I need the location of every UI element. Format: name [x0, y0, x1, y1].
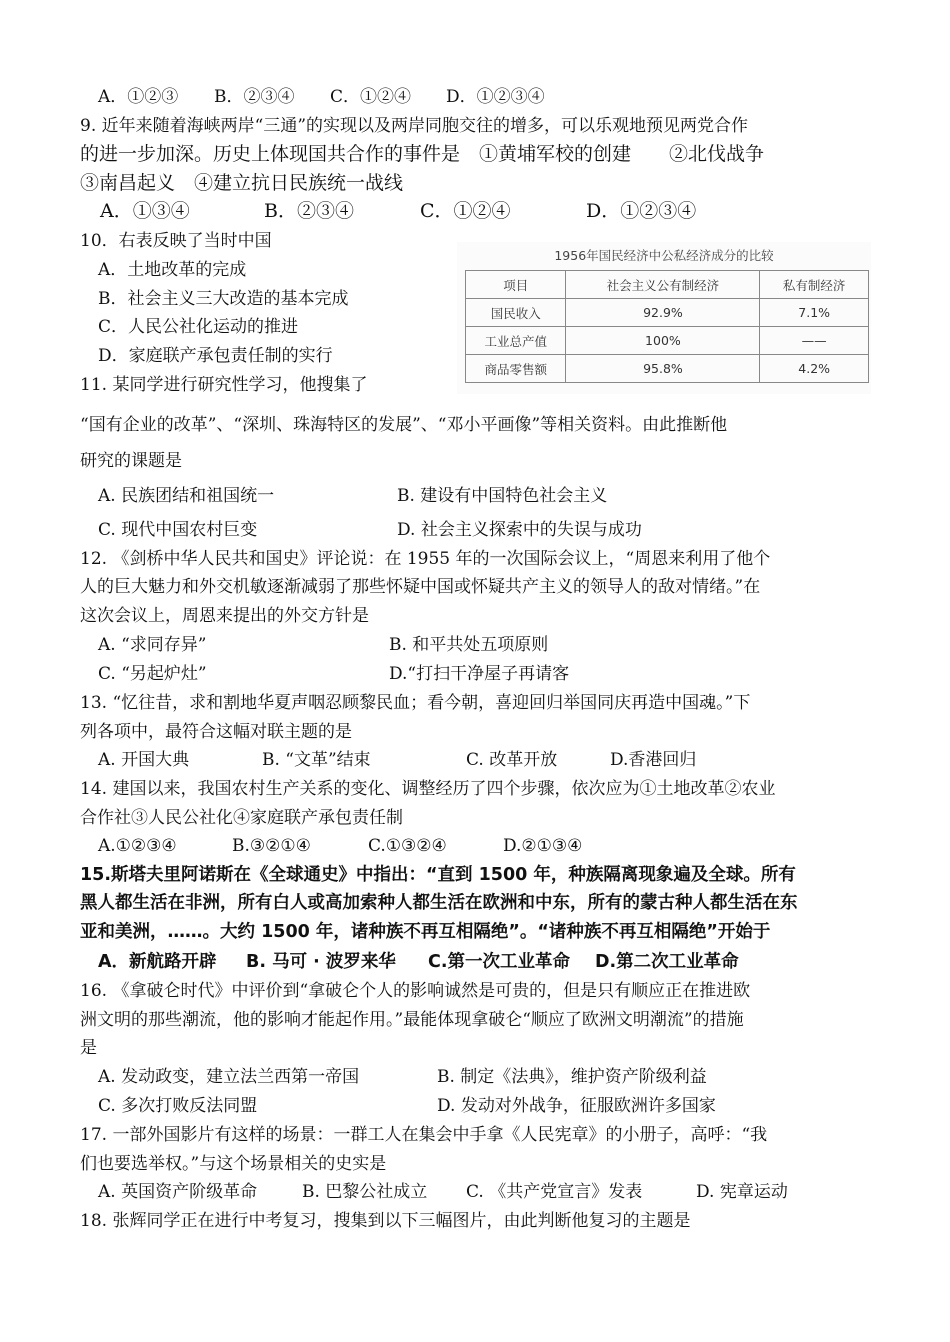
economy-comparison-table — [465, 270, 869, 383]
question-16-stem-line: 洲文明的那些潮流，他的影响才能起作用。”最能体现拿破仑“顺应了欧洲文明潮流”的措施 — [80, 1010, 744, 1030]
option-b: B. “文革”结束 — [262, 750, 371, 770]
question-10-stem: 10．右表反映了当时中国 — [80, 231, 272, 251]
option-c: C. “另起炉灶” — [98, 664, 207, 684]
question-12-stem-line: 人的巨大魅力和外交机敏逐渐减弱了那些怀疑中国或怀疑共产主义的领导人的敌对情绪。”在 — [80, 577, 761, 597]
table-row — [466, 327, 869, 355]
option-a: A．①③④ — [100, 200, 190, 222]
question-12-stem-line: 12. 《剑桥中华人民共和国史》评论说：在 1955 年的一次国际会议上，“周恩来利用了他个 — [80, 549, 771, 569]
question-17-stem-line: 17. 一部外国影片有这样的场景：一群工人在集会中手拿《人民宪章》的小册子，高呼：“我 — [80, 1125, 768, 1145]
table-cell: 工业总产值 — [466, 327, 566, 355]
option-b: B. 制定《法典》，维护资产阶级利益 — [437, 1067, 707, 1087]
option-a: A．①②③ — [98, 87, 179, 107]
option-d: D．家庭联产承包责任制的实行 — [98, 346, 333, 366]
table-cell: 7.1% — [760, 299, 869, 327]
table-header-cell: 私有制经济 — [760, 271, 869, 299]
table-cell: 100% — [566, 327, 760, 355]
option-a: A. 英国资产阶级革命 — [98, 1182, 258, 1202]
option-a: A.①②③④ — [98, 836, 177, 856]
table-cell: 95.8% — [566, 355, 760, 383]
option-d: D. 发动对外战争，征服欧洲许多国家 — [437, 1096, 716, 1116]
table-row — [466, 299, 869, 327]
option-b: B. 巴黎公社成立 — [302, 1182, 428, 1202]
question-9-stem-line: ③南昌起义 ④建立抗日民族统一战线 — [80, 172, 404, 194]
option-a: A. 发动政变，建立法兰西第一帝国 — [98, 1067, 360, 1087]
option-d: D．①②③④ — [446, 87, 545, 107]
option-a: A. 民族团结和祖国统一 — [98, 486, 275, 506]
question-14-stem-line: 14. 建国以来，我国农村生产关系的变化、调整经历了四个步骤，依次应为①土地改革②农业 — [80, 779, 776, 799]
question-16-stem-line: 16. 《拿破仑时代》中评价到“拿破仑个人的影响诚然是可贵的，但是只有顺应正在推进欧 — [80, 981, 751, 1001]
option-b: B. 和平共处五项原则 — [389, 635, 549, 655]
table-header-row — [466, 271, 869, 299]
option-b: B.③②①④ — [232, 836, 311, 856]
option-c: C. 现代中国农村巨变 — [98, 520, 258, 540]
option-b: B. 建设有中国特色社会主义 — [397, 486, 608, 506]
option-a: A．新航路开辟 — [98, 952, 217, 972]
option-d: D．①②③④ — [586, 200, 697, 222]
question-11-stem-line: 11. 某同学进行研究性学习，他搜集了 — [80, 375, 368, 395]
question-14-stem-line: 合作社③人民公社化④家庭联产承包责任制 — [80, 808, 403, 828]
table-title: 1956年国民经济中公私经济成分的比较 — [554, 248, 774, 263]
table-header-cell: 项目 — [466, 271, 566, 299]
option-a: A．土地改革的完成 — [98, 260, 247, 280]
question-13-stem-line: 13. “忆往昔，求和割地华夏声咽忍顾黎民血；看今朝，喜迎回归举国同庆再造中国魂。”下 — [80, 693, 751, 713]
option-b: B．社会主义三大改造的基本完成 — [98, 289, 349, 309]
option-a: A. “求同存异” — [98, 635, 207, 655]
question-9-stem-line: 9. 近年来随着海峡两岸“三通”的实现以及两岸同胞交往的增多，可以乐观地预见两党合作 — [80, 116, 749, 136]
option-d: D.第二次工业革命 — [595, 952, 739, 972]
table-cell: 商品零售额 — [466, 355, 566, 383]
option-d: D.②①③④ — [503, 836, 583, 856]
question-12-stem-line: 这次会议上，周恩来提出的外交方针是 — [80, 606, 369, 626]
option-c: C. 《共产党宣言》发表 — [466, 1182, 643, 1202]
table-cell: 4.2% — [760, 355, 869, 383]
option-c: C. 改革开放 — [466, 750, 558, 770]
question-11-stem-line: “国有企业的改革”、“深圳、珠海特区的发展”、“邓小平画像”等相关资料。由此推断他 — [80, 415, 728, 435]
question-13-stem-line: 列各项中，最符合这幅对联主题的是 — [80, 722, 352, 742]
question-15-stem-line: 15.斯塔夫里阿诺斯在《全球通史》中指出：“直到 1500 年，种族隔离现象遍及全球。所有 — [80, 865, 796, 885]
option-d: D. 社会主义探索中的失误与成功 — [397, 520, 642, 540]
option-c: C. 多次打败反法同盟 — [98, 1096, 258, 1116]
question-15-stem-line: 黑人都生活在非洲，所有白人或高加索种人都生活在欧洲和中东，所有的蒙古种人都生活在东 — [80, 893, 798, 913]
question-17-stem-line: 们也要选举权。”与这个场景相关的史实是 — [80, 1154, 387, 1174]
table-cell: —— — [760, 327, 869, 355]
option-c: C．人民公社化运动的推进 — [98, 317, 299, 337]
table-cell: 国民收入 — [466, 299, 566, 327]
option-c: C．①②④ — [420, 200, 511, 222]
table-row — [466, 355, 869, 383]
option-d: D.香港回归 — [610, 750, 697, 770]
option-d: D. 宪章运动 — [696, 1182, 788, 1202]
question-18-stem-line: 18. 张辉同学正在进行中考复习，搜集到以下三幅图片，由此判断他复习的主题是 — [80, 1211, 691, 1231]
table-header-cell: 社会主义公有制经济 — [566, 271, 760, 299]
question-16-stem-line: 是 — [80, 1038, 97, 1058]
option-c: C.①③②④ — [368, 836, 447, 856]
option-b: B．②③④ — [214, 87, 295, 107]
question-15-stem-line: 亚和美洲，……。大约 1500 年，诸种族不再互相隔绝”。“诸种族不再互相隔绝”开始于 — [80, 922, 771, 942]
question-9-stem-line: 的进一步加深。历史上体现国共合作的事件是 ①黄埔军校的创建 ②北伐战争 — [80, 143, 765, 165]
economy-comparison-table-image — [457, 242, 871, 394]
option-d: D.“打扫干净屋子再请客 — [389, 664, 570, 684]
table-cell: 92.9% — [566, 299, 760, 327]
option-c: C．①②④ — [330, 87, 412, 107]
option-b: B．②③④ — [264, 200, 354, 222]
question-11-stem-line: 研究的课题是 — [80, 451, 182, 471]
option-c: C.第一次工业革命 — [428, 952, 570, 972]
option-b: B. 马可 · 波罗来华 — [246, 952, 396, 972]
option-a: A. 开国大典 — [98, 750, 190, 770]
